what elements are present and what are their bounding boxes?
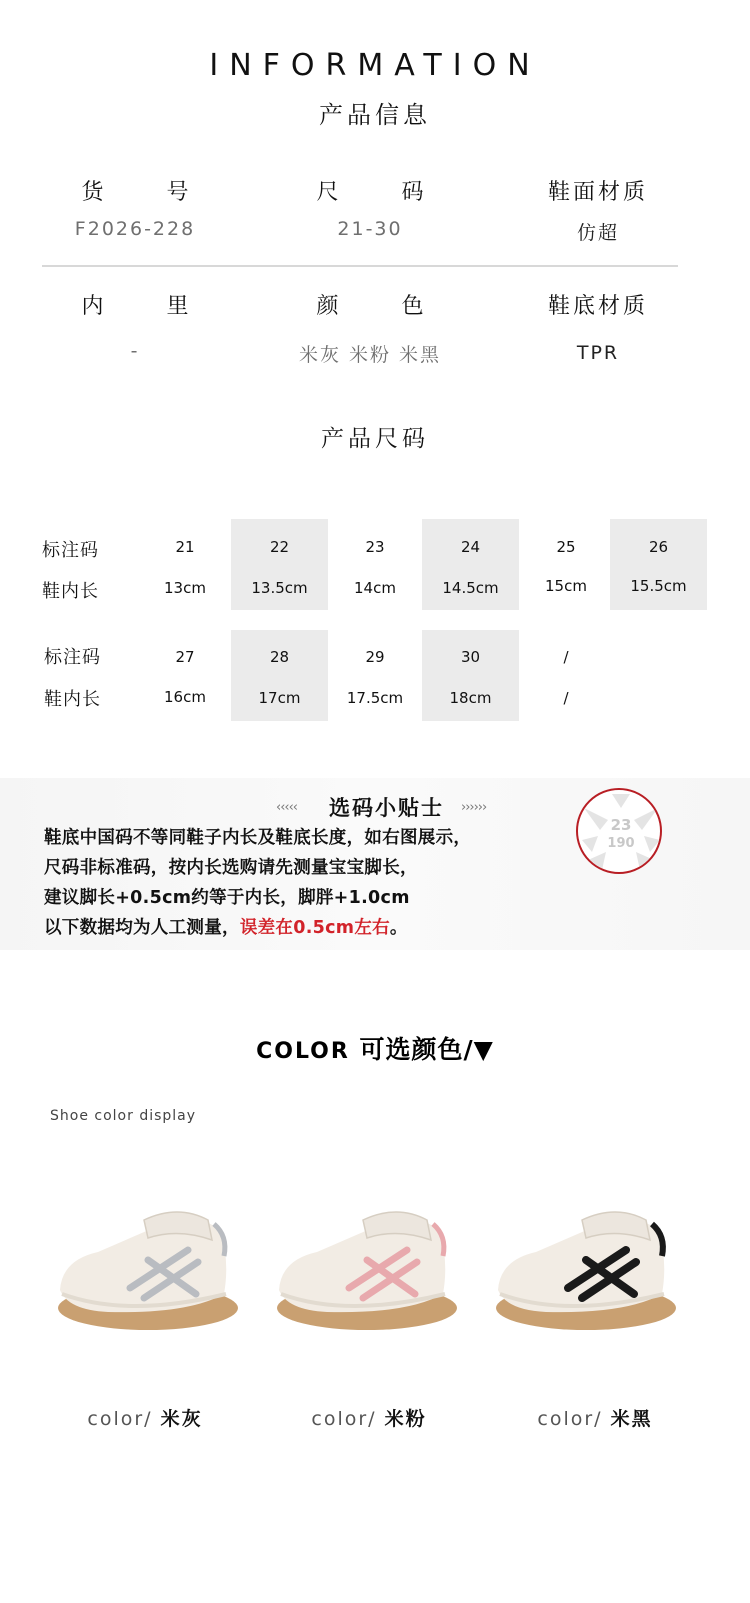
label-upper-material: 鞋面材质	[547, 180, 648, 205]
label-sole-material: 鞋底材质	[547, 294, 648, 319]
tips-line	[44, 914, 408, 939]
size-cell: 22	[269, 538, 290, 556]
shoe-black-image	[486, 1190, 686, 1350]
size-shade-cell	[610, 519, 707, 610]
size-cell: 30	[460, 648, 481, 666]
shoe-label-grey	[30, 1404, 260, 1431]
divider	[42, 265, 678, 267]
size-cell: 29	[365, 648, 385, 666]
length-cell: 14.5cm	[442, 579, 499, 597]
badge-size-number: 23	[610, 816, 632, 834]
right-chevrons-icon: ››››››	[461, 800, 487, 815]
label-color: 颜 色	[316, 294, 452, 319]
length-cell: 16cm	[164, 688, 206, 706]
row-label-size: 标注码	[42, 540, 99, 561]
color-section-title	[0, 1030, 750, 1066]
shoe-label-prefix: color/	[87, 1408, 153, 1430]
value-upper-material: 仿超	[576, 222, 619, 244]
tips-line: 尺码非标准码，按内长选购请先测量宝宝脚长，	[44, 858, 418, 878]
size-cell: 23	[365, 538, 385, 556]
size-cell: 25	[556, 538, 576, 556]
size-cell: 28	[269, 648, 290, 666]
value-lining: -	[130, 340, 140, 362]
length-cell: 15.5cm	[630, 577, 687, 595]
size-cell: 24	[460, 538, 481, 556]
row-label-length: 鞋内长	[42, 581, 99, 602]
row-label-length: 鞋内长	[44, 689, 101, 710]
label-size: 尺 码	[316, 180, 452, 205]
shoe-label-name: 米粉	[384, 1408, 427, 1430]
badge-length-number: 190	[607, 836, 635, 851]
tips-line: 鞋底中国码不等同鞋子内长及鞋底长度，如右图展示，	[44, 828, 472, 848]
value-color: 米灰 米粉 米黑	[298, 344, 442, 366]
color-title-en: COLOR	[256, 1039, 350, 1064]
size-cell: 21	[175, 538, 195, 556]
shoe-label-black	[480, 1404, 710, 1431]
label-lining: 内 里	[81, 294, 217, 319]
shoe-color-caption: Shoe color display	[50, 1108, 197, 1124]
tips-line-suffix: 。	[389, 918, 408, 938]
shoe-label-pink	[254, 1404, 484, 1431]
length-cell: 18cm	[449, 689, 492, 707]
size-cell: 26	[648, 538, 669, 556]
size-shade-cell	[422, 630, 519, 721]
shoe-pink-image	[267, 1190, 467, 1350]
size-section-title: 产品尺码	[321, 426, 429, 452]
info-subtitle: 产品信息	[319, 101, 431, 129]
length-cell: /	[563, 689, 569, 707]
shoe-label-name: 米灰	[160, 1408, 203, 1430]
size-cell: /	[563, 648, 569, 666]
sole-size-badge	[576, 788, 662, 874]
value-sole-material: TPR	[576, 342, 620, 364]
length-cell: 17.5cm	[346, 689, 404, 707]
color-title-cn: 可选颜色/▼	[359, 1035, 494, 1064]
size-cell: 27	[175, 648, 195, 666]
left-chevrons-icon: ‹‹‹‹‹	[276, 800, 297, 815]
tips-line-prefix: 以下数据均为人工测量，	[44, 918, 240, 938]
shoe-grey-image	[48, 1190, 248, 1350]
label-item-number: 货 号	[81, 180, 217, 205]
length-cell: 13.5cm	[251, 579, 308, 597]
length-cell: 13cm	[164, 579, 206, 597]
length-cell: 14cm	[354, 579, 396, 597]
shoe-label-name: 米黑	[610, 1408, 653, 1430]
tips-title: 选码小贴士	[329, 796, 444, 820]
tips-line: 建议脚长+0.5cm约等于内长，脚胖+1.0cm	[44, 888, 410, 908]
value-item-number: F2026-228	[74, 218, 196, 240]
length-cell: 15cm	[545, 577, 587, 595]
info-title: INFORMATION	[209, 48, 541, 83]
shoe-label-prefix: color/	[537, 1408, 603, 1430]
length-cell: 17cm	[258, 689, 301, 707]
shoe-label-prefix: color/	[311, 1408, 377, 1430]
size-shade-cell	[231, 630, 328, 721]
row-label-size: 标注码	[44, 647, 101, 668]
value-size: 21-30	[337, 218, 403, 240]
tips-error-highlight: 误差在0.5cm左右	[239, 918, 390, 938]
